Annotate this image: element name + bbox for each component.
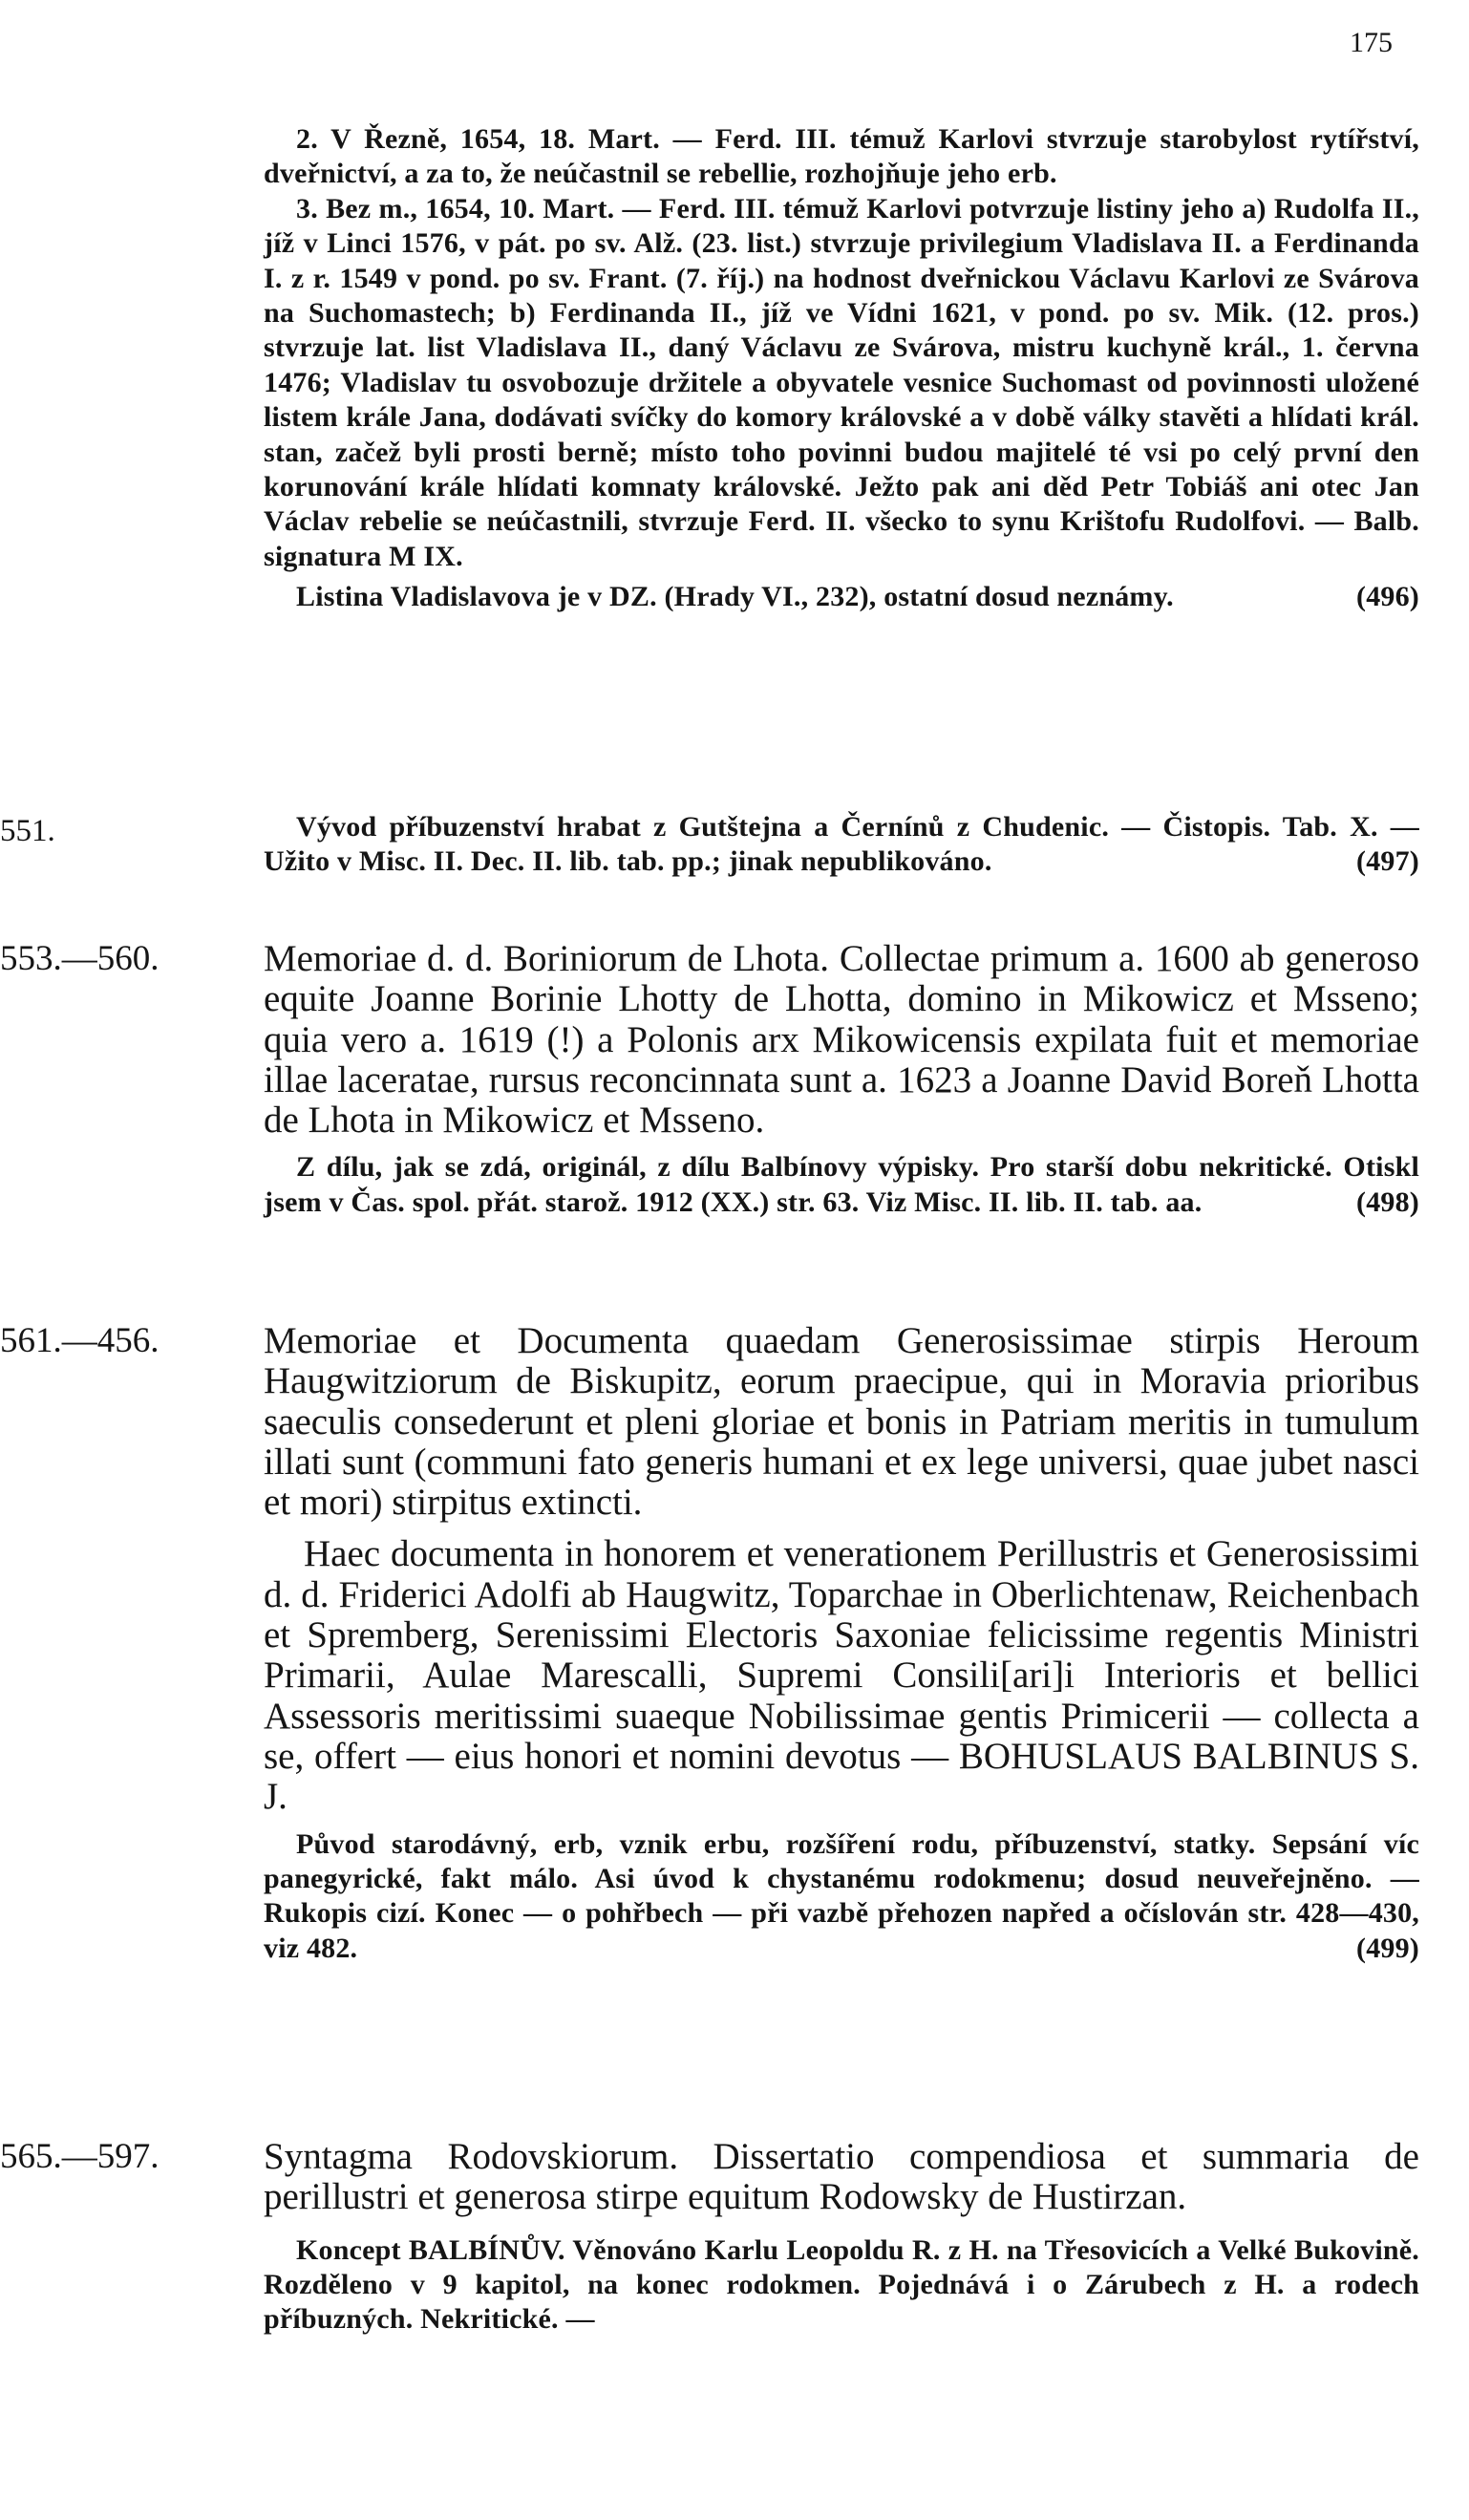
entry-number: 561.—456. <box>0 1321 160 1360</box>
continuation-paragraph-3: 3. Bez m., 1654, 10. Mart. — Ferd. III. témuž Karlovi potvrzuje listiny jeho a) Rudolfa II., jíž v Linci 1576, v pát. po sv. Alž. (23. list.) stvrzuje privilegium Vladislava II. a Ferdinanda I. z r. 1549 v pond. po sv. Frant. (7. říj.) na hodnost dveřnickou Václavu Karlovi ze Svárova na Suchomastech; b) Ferdinanda II., jíž ve Vídni 1621, v pond. po sv. Mik. (12. pros.) stvrzuje lat. list Vladislava II., daný Václavu ze Svárova, mistru kuchyně král., 1. června 1476; Vladislav tu osvobozuje držitele a obyvatele vesnice Suchomast od povinnosti uložené listem krále Jana, dodávati svíčky do komory královské a v době války stavěti a hlídati král. stan, začež byli prosti berně; místo toho povinni budou majitelé té vsi po celý první den korunování krále hlídati komnaty královské. Ježto pak ani děd Petr Tobiáš ani otec Jan Václav rebelie se neúčastnili, stvrzuje Ferd. II. všecko to synu Krištofu Rudolfovi. — Balb. signatura M IX. <box>264 192 1419 572</box>
entry-note <box>264 1150 1419 1220</box>
entry-continuation-body <box>264 122 1419 615</box>
entry-title: Syntagma Rodovskiorum. Dissertatio compendiosa et summaria de perillustri et generosa stirpe equitum Rodowsky de Hustirzan. <box>264 2136 1419 2218</box>
ref-number: (498) <box>1356 1185 1419 1218</box>
entry-note: Koncept BALBÍNŮV. Věnováno Karlu Leopoldu R. z H. na Třesovicích a Velké Bukovině. Rozděleno v 9 kapitol, na konec rodokmen. Pojednává i o Zárubech z H. a rodech příbuzných. Nekritické. — <box>264 2233 1419 2336</box>
entry-title: Memoriae et Documenta quaedam Generosissimae stirpis Heroum Haugwitziorum de Biskupitz, eorum praecipue, qui in Moravia prioribus saeculis consederunt et pleni gloriae et bonis in Patriam meritis in tumulum illati sunt (communi fato generis humani et ex lege universi, quae jubet nasci et mori) stirpitus extincti. <box>264 1320 1419 1524</box>
continuation-paragraph-2: 2. V Řezně, 1654, 18. Mart. — Ferd. III. témuž Karlovi stvrzuje starobylost rytířství, dveřnictví, a za to, že neúčastnil se rebellie, rozhojňuje jeho erb. <box>264 123 1419 190</box>
entry-note <box>264 1827 1419 1967</box>
continuation-note <box>264 580 1419 614</box>
ref-number: (497) <box>1356 845 1419 878</box>
ref-number: (496) <box>1356 581 1419 613</box>
ref-number: (499) <box>1356 1932 1419 1964</box>
entry-number: 551. <box>0 814 55 848</box>
page-number: 175 <box>1350 27 1393 58</box>
entry-dedication: Haec documenta in honorem et venerationem Perillustris et Generosissimi d. d. Friderici Adolfi ab Haugwitz, Toparchae in Oberlichtenaw, Reichenbach et Spremberg, Serenissimi Electoris Saxoniae felicissime regentis Ministri Primarii, Aulae Marescalli, Supremi Consili[ari]i Interioris et bellici Assessoris meritissimi suaeque Nobilissimae gentis Primicerii — collecta a se, offert — eius honori et nomini devotus — BOHUSLAUS BALBINUS S. J. <box>264 1533 1419 1818</box>
entry-title: Memoriae d. d. Boriniorum de Lhota. Collectae primum a. 1600 ab generoso equite Joanne Borinie Lhotty de Lhotta, domino in Mikowicz et Msseno; quia vero a. 1619 (!) a Polonis arx Mikowicensis expilata fuit et memoriae illae laceratae, rursus reconcinnata sunt a. 1623 a Joanne David Boreň Lhotta de Lhota in Mikowicz et Msseno. <box>264 938 1419 1142</box>
entry-note-text: Původ starodávný, erb, vznik erbu, rozšíření rodu, příbuzenství, statky. Sepsání víc panegyrické, fakt málo. Asi úvod k chystanému rodokmenu; dosud neuveřejněno. — Rukopis cizí. Konec — o pohřbech — při vazbě přehozen napřed a očíslován str. 428—430, viz 482. <box>264 1827 1419 1964</box>
entry-body <box>264 939 1419 1220</box>
entry-body <box>264 810 1419 880</box>
entry-text <box>264 810 1419 880</box>
entry-text-content: Vývod příbuzenství hrabat z Gutštejna a Černínů z Chudenic. — Čistopis. Tab. X. — Užito v Misc. II. Dec. II. lib. tab. pp.; jinak nepublikováno. <box>264 811 1419 878</box>
entry-note-text: Z dílu, jak se zdá, originál, z dílu Balbínovy výpisky. Pro starší dobu nekritické. Otiskl jsem v Čas. spol. přát. starož. 1912 (XX.) str. 63. Viz Misc. II. lib. II. tab. aa. <box>264 1151 1419 1218</box>
entry-number: 565.—597. <box>0 2137 160 2176</box>
entry-body <box>264 1321 1419 1966</box>
entry-body <box>264 2137 1419 2338</box>
continuation-note-text: Listina Vladislavova je v DZ. (Hrady VI., 232), ostatní dosud neznámy. <box>296 581 1174 613</box>
entry-number: 553.—560. <box>0 939 160 978</box>
